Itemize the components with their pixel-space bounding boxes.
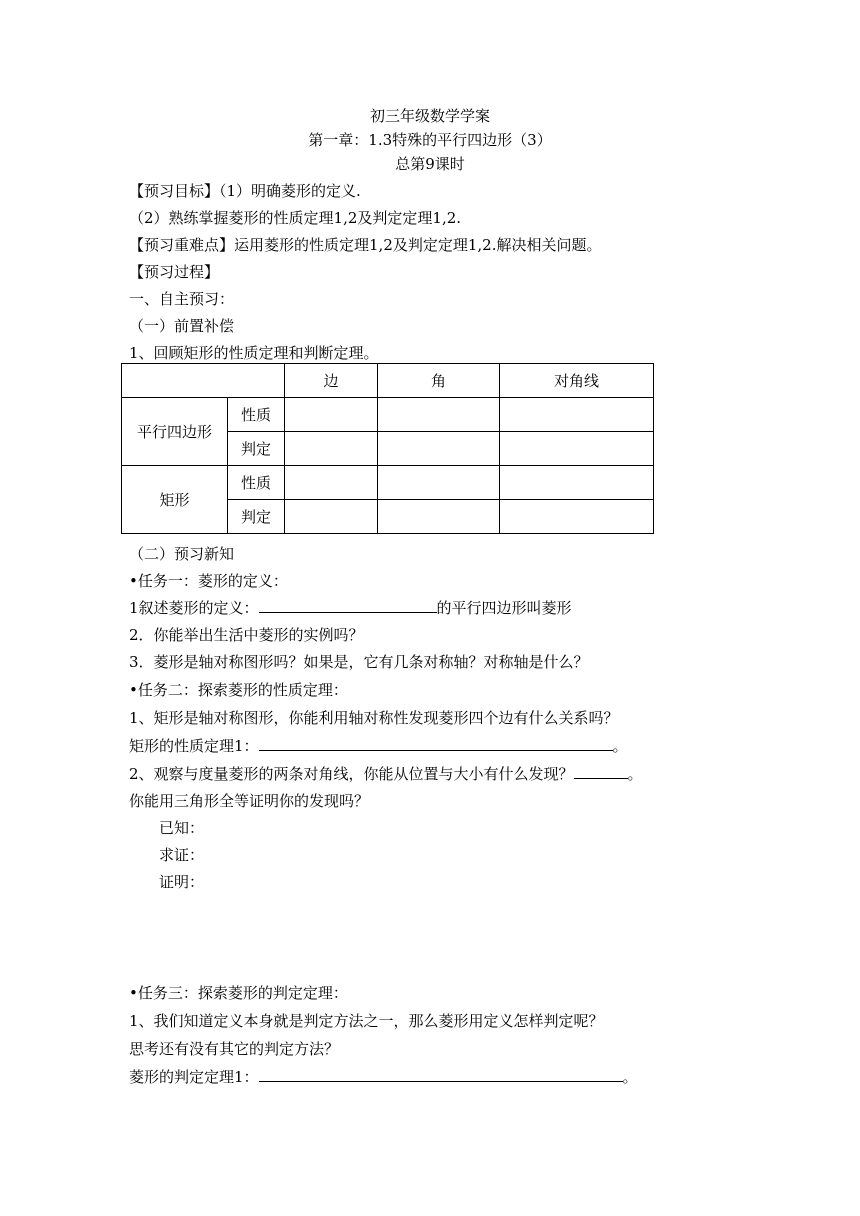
definition-prompt: 1叙述菱形的定义： bbox=[129, 599, 259, 617]
subsection-new-knowledge: （二）预习新知 bbox=[129, 545, 235, 563]
criterion-suffix: 。 bbox=[622, 1068, 638, 1086]
table-cell[interactable] bbox=[285, 398, 378, 432]
task-1-question-1 bbox=[129, 598, 572, 618]
review-question: 1、回顾矩形的性质定理和判断定理。 bbox=[129, 344, 379, 362]
task-3-theorem bbox=[129, 1067, 638, 1087]
task-1-question-3: 3．菱形是轴对称图形吗？如果是，它有几条对称轴？对称轴是什么？ bbox=[129, 653, 589, 671]
goals-line-1: 【预习目标】（1）明确菱形的定义. bbox=[129, 182, 361, 200]
table-header-cell: 对角线 bbox=[500, 364, 654, 398]
table-row bbox=[122, 466, 654, 500]
difficulty-line: 【预习重难点】运用菱形的性质定理1,2及判定定理1,2.解决相关问题。 bbox=[129, 236, 602, 254]
lesson-number: 总第9课时 bbox=[395, 155, 465, 173]
table-cell[interactable] bbox=[378, 466, 500, 500]
subsection-prerequisite: （一）前置补偿 bbox=[129, 317, 235, 335]
table-row-label: 判定 bbox=[228, 500, 285, 534]
page-title: 初三年级数学学案 bbox=[369, 107, 490, 125]
task-3-question-1: 1、我们知道定义本身就是判定方法之一，那么菱形用定义怎样判定呢？ bbox=[129, 1012, 604, 1030]
table-header-cell: 角 bbox=[378, 364, 500, 398]
criterion-blank[interactable] bbox=[259, 1067, 623, 1082]
table-group-label: 矩形 bbox=[122, 466, 228, 534]
table-row-label: 性质 bbox=[228, 398, 285, 432]
theorem-blank[interactable] bbox=[259, 736, 613, 751]
table-cell[interactable] bbox=[500, 432, 654, 466]
table-cell[interactable] bbox=[500, 466, 654, 500]
table-cell[interactable] bbox=[285, 432, 378, 466]
task-2-heading: •任务二：探索菱形的性质定理： bbox=[129, 681, 348, 699]
table-cell[interactable] bbox=[378, 500, 500, 534]
diagonal-blank[interactable] bbox=[574, 764, 628, 779]
chapter-title: 第一章：1.3特殊的平行四边形（3） bbox=[308, 131, 552, 149]
goals-line-2: （2）熟练掌握菱形的性质定理1,2及判定定理1,2. bbox=[129, 209, 462, 227]
table-cell[interactable] bbox=[285, 500, 378, 534]
task-3-question-2: 思考还有没有其它的判定方法？ bbox=[129, 1040, 340, 1058]
theorem-suffix: 。 bbox=[612, 737, 628, 755]
process-heading: 【预习过程】 bbox=[129, 263, 220, 281]
task-3-heading: •任务三：探索菱形的判定定理： bbox=[129, 984, 348, 1002]
known-label: 已知： bbox=[159, 819, 205, 837]
table-cell[interactable] bbox=[378, 432, 500, 466]
diagonal-suffix: 。 bbox=[627, 765, 643, 783]
table-cell[interactable] bbox=[378, 398, 500, 432]
review-table bbox=[121, 363, 654, 534]
task-2-question-2 bbox=[129, 764, 643, 784]
table-row bbox=[122, 398, 654, 432]
table-cell[interactable] bbox=[285, 466, 378, 500]
task-2-theorem bbox=[129, 736, 628, 756]
task-1-question-2: 2．你能举出生活中菱形的实例吗？ bbox=[129, 626, 364, 644]
table-cell[interactable] bbox=[500, 500, 654, 534]
diagonal-prompt: 2、观察与度量菱形的两条对角线，你能从位置与大小有什么发现？ bbox=[129, 765, 574, 783]
section-self-study: 一、自主预习： bbox=[129, 290, 235, 308]
table-row-label: 判定 bbox=[228, 432, 285, 466]
prove-label: 求证： bbox=[159, 846, 205, 864]
table-header-cell: 边 bbox=[285, 364, 378, 398]
table-header-cell bbox=[122, 364, 285, 398]
table-row-label: 性质 bbox=[228, 466, 285, 500]
theorem-prompt: 矩形的性质定理1： bbox=[129, 737, 259, 755]
definition-suffix: 的平行四边形叫菱形 bbox=[436, 599, 572, 617]
task-2-question-1: 1、矩形是轴对称图形，你能利用轴对称性发现菱形四个边有什么关系吗？ bbox=[129, 709, 619, 727]
table-header-row bbox=[122, 364, 654, 398]
proof-label: 证明： bbox=[159, 873, 205, 891]
task-1-heading: •任务一：菱形的定义： bbox=[129, 572, 288, 590]
table-group-label: 平行四边形 bbox=[122, 398, 228, 466]
table-cell[interactable] bbox=[500, 398, 654, 432]
definition-blank[interactable] bbox=[259, 598, 437, 613]
task-2-question-3: 你能用三角形全等证明你的发现吗？ bbox=[129, 792, 370, 810]
criterion-prompt: 菱形的判定定理1： bbox=[129, 1068, 259, 1086]
